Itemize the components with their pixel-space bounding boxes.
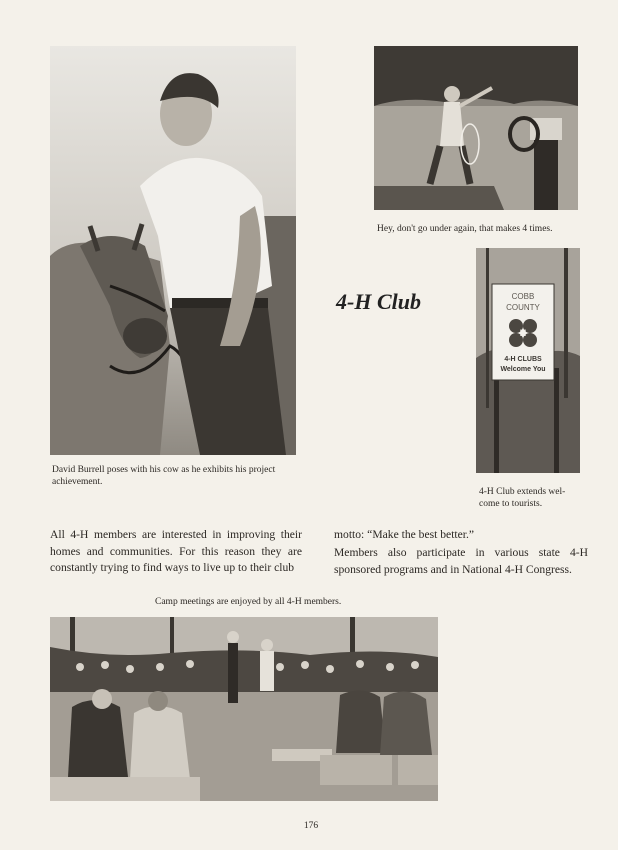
- photo-camp-meeting-image: [50, 617, 438, 801]
- page-heading: 4-H Club: [336, 289, 421, 314]
- sign-line-3: 4-H CLUBS: [504, 356, 542, 363]
- photo-boy-with-cow-image: [50, 46, 296, 455]
- sign-line-4: Welcome You: [500, 366, 546, 373]
- body-text-right-line-1: motto: “Make the best better.”: [334, 528, 475, 541]
- page-number: 176: [303, 821, 319, 831]
- caption-camp-meeting: Camp meetings are enjoyed by all 4-H members.: [155, 597, 342, 607]
- photo-welcome-sign: [476, 248, 580, 473]
- caption-welcome-sign: [479, 486, 589, 510]
- photo-camp-meeting: [50, 617, 438, 801]
- photo-lasso-dock: [374, 46, 578, 210]
- caption-welcome-sign-line-1: 4-H Club extends wel-: [479, 487, 566, 497]
- caption-boy-with-cow: David Burrell poses with his cow as he exhibits his project achievement.: [52, 465, 276, 487]
- sign-clover-letter: H: [519, 328, 527, 338]
- sign-line-2: COUNTY: [506, 303, 540, 312]
- photo-lasso-dock-image: [374, 46, 578, 210]
- photo-boy-with-cow: [50, 46, 296, 455]
- photo-welcome-sign-image: [476, 248, 580, 473]
- body-text-right-line-2: Members also participate in various state 4-H sponsored programs and in National 4-H Congress.: [334, 546, 588, 576]
- sign-line-1: COBB: [511, 292, 535, 301]
- caption-lasso-dock: Hey, don't go under again, that makes 4 times.: [377, 224, 553, 234]
- caption-welcome-sign-line-2: come to tourists.: [479, 499, 543, 509]
- body-text-left: All 4-H members are interested in improving their homes and communities. For this reason they are constantly trying to find ways to live up to their club: [50, 528, 302, 574]
